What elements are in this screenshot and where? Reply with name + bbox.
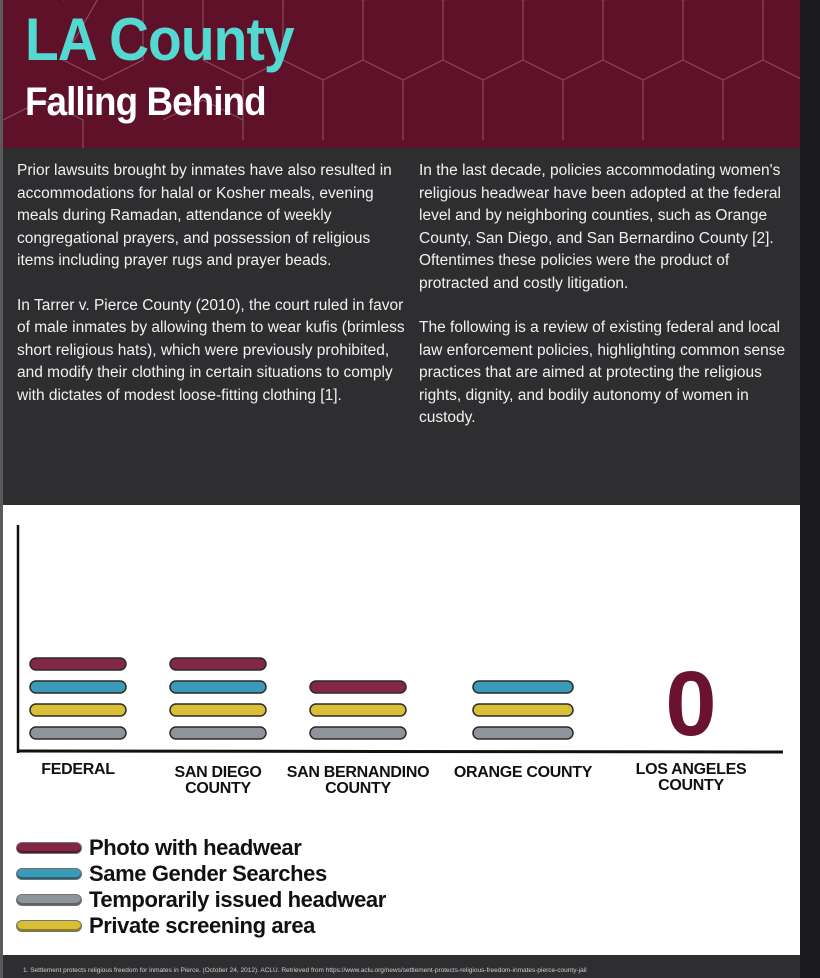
legend-item	[17, 861, 386, 887]
bar-same-gender-searches	[30, 681, 126, 693]
bar-private-screening-area	[473, 704, 573, 716]
footnote-bar	[3, 955, 800, 978]
text-column-right	[419, 160, 791, 452]
legend-label: Private screening area	[89, 913, 316, 938]
bar-same-gender-searches	[473, 681, 573, 693]
bar-private-screening-area	[30, 704, 126, 716]
bar-temporarily-issued-headwear	[170, 727, 266, 739]
legend-item	[17, 913, 386, 939]
legend-label: Temporarily issued headwear	[89, 887, 386, 912]
x-tick-label: LOS ANGELES COUNTY	[635, 761, 747, 794]
paragraph: In the last decade, policies accommodating women's religious headwear have been adopted at the federal level and by neighboring counties, such as Orange County, San Diego, and San Bernardino County [2]. Oftentimes these policies were the product of protracted and costly litigation.	[419, 162, 781, 292]
bar-photo-with-headwear	[310, 681, 406, 693]
legend-item	[17, 835, 386, 861]
bar-temporarily-issued-headwear	[310, 727, 406, 739]
paragraph: The following is a review of existing federal and local law enforcement policies, highlighting common sense practices that are aimed at protecting the religious rights, dignity, and bodily autonomy of women in custody.	[419, 319, 786, 426]
bar-photo-with-headwear	[170, 658, 266, 670]
legend-label: Photo with headwear	[89, 835, 302, 860]
page-subtitle: Falling Behind	[25, 80, 266, 124]
legend-item	[17, 887, 386, 913]
legend-swatch	[17, 843, 81, 853]
paragraph: Prior lawsuits brought by inmates have also resulted in accommodations for halal or Kosher meals, evening meals during Ramadan, attendance of weekly congregational prayers, and possession of religious items including prayer rugs and prayer beads.	[17, 162, 392, 269]
text-column-left	[17, 160, 409, 429]
legend-swatch	[17, 869, 81, 879]
x-tick-label: ORANGE COUNTY	[453, 764, 593, 781]
zero-value-label: 0	[665, 653, 717, 755]
bar-private-screening-area	[310, 704, 406, 716]
legend-swatch	[17, 895, 81, 905]
title-banner	[3, 0, 800, 148]
legend	[17, 835, 386, 939]
bar-private-screening-area	[170, 704, 266, 716]
page-frame-right	[800, 0, 820, 978]
text-panel	[3, 148, 800, 505]
page-title: LA County	[25, 6, 294, 73]
bar-photo-with-headwear	[30, 658, 126, 670]
x-tick-label: SAN DIEGO COUNTY	[174, 764, 262, 797]
paragraph: In Tarrer v. Pierce County (2010), the court ruled in favor of male inmates by allowing them to wear kufis (brimless short religious hats), which were previously prohibited, and modify their clothing in certain situations to comply with dictates of modest loose-fitting clothing [1].	[17, 296, 405, 404]
legend-swatch	[17, 921, 81, 931]
bar-temporarily-issued-headwear	[473, 727, 573, 739]
footnote: 1. Settlement protects religious freedom for inmates in Pierce. (October 24, 2012). ACLU. Retrieved from https://www.aclu.org/news/settlement-protects-religious-freedom-inmates-pierce-county-jail	[23, 967, 587, 974]
x-tick-label: SAN BERNANDINO COUNTY	[286, 764, 430, 797]
bar-temporarily-issued-headwear	[30, 727, 126, 739]
bar-same-gender-searches	[170, 681, 266, 693]
x-tick-label: FEDERAL	[41, 761, 115, 778]
legend-label: Same Gender Searches	[89, 861, 327, 886]
chart-panel	[3, 505, 800, 955]
